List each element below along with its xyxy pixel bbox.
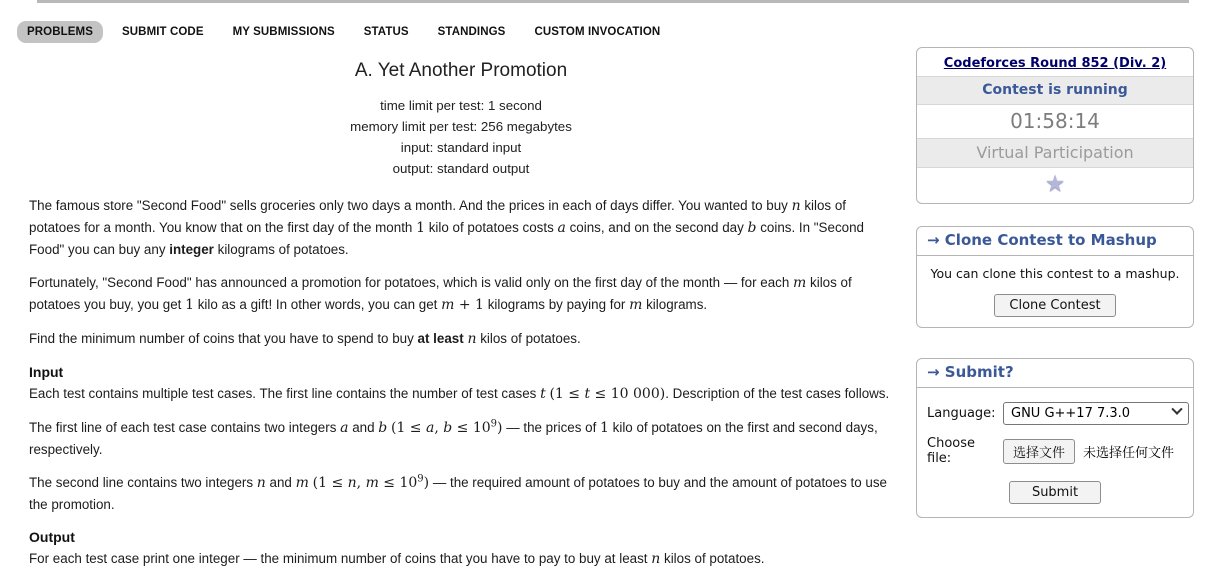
- nav-tab-my-submissions[interactable]: MY SUBMISSIONS: [232, 26, 335, 38]
- limit-line: output: standard output: [392, 161, 530, 176]
- math-text: ≤ 10: [452, 420, 491, 436]
- contest-status: Contest is running: [917, 76, 1193, 104]
- bold-text: integer: [169, 242, 214, 257]
- clone-contest-button[interactable]: Clone Contest: [994, 294, 1115, 317]
- statement-paragraph: [29, 328, 893, 350]
- text: Fortunately, "Second Food" has announced a promotion for potatoes, which is valid only on the first day of the month — for each: [29, 275, 794, 290]
- math-text: ): [497, 420, 503, 436]
- nav-tab-custom-invocation[interactable]: CUSTOM INVOCATION: [534, 26, 661, 38]
- nav-tab-submit-code[interactable]: SUBMIT CODE: [121, 26, 204, 38]
- math-variable: n: [467, 331, 477, 347]
- text: kilo of potatoes costs: [425, 220, 558, 235]
- problem-title: A. Yet Another Promotion: [354, 60, 568, 81]
- problem-header: [29, 60, 893, 179]
- math-variable: n: [256, 475, 266, 491]
- math-variable: n: [791, 198, 801, 214]
- text: The famous store "Second Food" sells groceries only two days a month. And the prices in each of days differ. You wanted to buy: [29, 198, 792, 213]
- submit-button[interactable]: Submit: [1009, 481, 1101, 504]
- math-text: 1: [185, 297, 195, 313]
- text: coins. In "Second Food" you can buy any: [29, 220, 864, 257]
- math-text: ,: [356, 475, 366, 491]
- text: and: [265, 475, 296, 490]
- section-heading-input: Input: [29, 364, 64, 380]
- section-heading-output: Output: [29, 529, 75, 545]
- contest-timer: 01:58:14: [917, 104, 1193, 138]
- math-superscript: 9: [417, 473, 424, 485]
- text: kilograms.: [642, 297, 708, 312]
- math-text: (1 ≤: [390, 420, 426, 436]
- choose-file-button[interactable]: 选择文件: [1003, 439, 1075, 464]
- math-variable: a: [425, 420, 435, 436]
- clone-box-body: [917, 256, 1193, 327]
- submit-form: [917, 388, 1193, 517]
- text: Find the minimum number of coins that you have to spend to buy: [29, 331, 418, 346]
- submit-box-caption: → Submit?: [917, 359, 1193, 388]
- math-variable: m: [295, 475, 309, 491]
- text: Each test contains multiple test cases. The first line contains the number of test cases: [29, 386, 541, 401]
- statement-paragraph: [29, 272, 893, 316]
- language-row: [927, 402, 1183, 425]
- limit-line: time limit per test: 1 second: [380, 98, 542, 113]
- text: — the prices of: [502, 420, 601, 435]
- text: kilograms of potatoes.: [213, 242, 349, 257]
- math-variable: m: [793, 275, 807, 291]
- math-superscript: 9: [490, 418, 498, 430]
- file-input: [1003, 439, 1183, 464]
- statement-paragraph: [29, 383, 893, 405]
- text: and: [348, 420, 379, 435]
- text: kilos of potatoes.: [476, 331, 581, 346]
- math-variable: b: [747, 220, 757, 236]
- sidebar: [916, 47, 1194, 518]
- limit-line: memory limit per test: 256 megabytes: [350, 119, 572, 134]
- submit-button-row: [927, 481, 1183, 504]
- nav-tab-problems[interactable]: PROBLEMS: [17, 21, 103, 43]
- clone-contest-box: [916, 226, 1194, 328]
- math-variable: n: [651, 551, 661, 567]
- statement-paragraph: [29, 472, 893, 515]
- math-text: 1: [600, 420, 609, 436]
- text: — the required amount of potatoes to buy and the amount of potatoes to use the promotion.: [29, 475, 887, 512]
- text: . Description of the test cases follows.: [665, 386, 890, 401]
- limit-line: input: standard input: [400, 140, 522, 155]
- clone-box-caption: → Clone Contest to Mashup: [917, 227, 1193, 256]
- clone-description: You can clone this contest to a mashup.: [930, 266, 1180, 281]
- math-variable: b: [378, 420, 388, 436]
- math-variable: b: [443, 420, 453, 436]
- contest-info-box: [916, 47, 1194, 204]
- language-selected-value: GNU G++17 7.3.0: [1011, 406, 1131, 421]
- math-text: + 1: [454, 297, 484, 313]
- file-status-text: 未选择任何文件: [1083, 445, 1175, 461]
- choose-file-row: [927, 436, 1183, 466]
- math-variable: m: [441, 297, 455, 313]
- text: kilo of potatoes on the first and second days, respectively.: [29, 420, 878, 457]
- nav-tab-standings[interactable]: STANDINGS: [437, 26, 506, 38]
- text: The second line contains two integers: [29, 475, 257, 490]
- problem-statement: [29, 60, 893, 582]
- math-variable: a: [557, 220, 566, 236]
- language-select[interactable]: [1003, 402, 1189, 425]
- math-text: (1 ≤: [312, 475, 348, 491]
- choose-file-label: Choose file:: [927, 436, 975, 466]
- text: kilos of potatoes.: [660, 551, 765, 566]
- problem-limits: [29, 95, 893, 179]
- text: For each test case print one integer — the minimum number of coins that you have to pay to buy at least: [29, 551, 652, 566]
- math-text: ,: [434, 420, 444, 436]
- math-text: ≤ 10 000): [590, 386, 666, 402]
- statement-paragraph: [29, 417, 893, 460]
- language-label: Language:: [927, 406, 996, 421]
- math-text: 1: [416, 220, 426, 236]
- contest-nav: [17, 21, 670, 43]
- math-variable: n: [347, 475, 357, 491]
- math-text: ): [423, 475, 430, 491]
- text: coins, and on the second day: [565, 220, 748, 235]
- statement-paragraph: [29, 548, 893, 570]
- top-divider: [37, 0, 1189, 3]
- contest-title-row: [917, 48, 1193, 76]
- bold-text: at least: [417, 331, 464, 346]
- text: The first line of each test case contains two integers: [29, 420, 341, 435]
- text: kilos of potatoes for a month. You know that on the first day of the month: [29, 198, 846, 235]
- statement-paragraph: [29, 195, 893, 260]
- math-variable: a: [340, 420, 349, 436]
- math-text: (1 ≤: [549, 386, 585, 402]
- contest-star-row: [917, 167, 1193, 203]
- math-variable: t: [584, 386, 591, 402]
- contest-title-link[interactable]: Codeforces Round 852 (Div. 2): [943, 56, 1167, 71]
- submit-box: [916, 358, 1194, 518]
- text: kilos of potatoes you buy, you get: [29, 275, 852, 312]
- math-text: ≤ 10: [378, 475, 418, 491]
- problem-body: [29, 195, 893, 570]
- star-icon[interactable]: ★: [1044, 171, 1066, 197]
- chevron-down-icon: [1171, 404, 1182, 415]
- nav-tab-status[interactable]: STATUS: [363, 26, 409, 38]
- math-variable: m: [629, 297, 643, 313]
- math-variable: t: [540, 386, 546, 402]
- math-variable: m: [365, 475, 379, 491]
- contest-mode: Virtual Participation: [917, 138, 1193, 167]
- text: kilograms by paying for: [483, 297, 630, 312]
- text: kilo as a gift! In other words, you can get: [194, 297, 442, 312]
